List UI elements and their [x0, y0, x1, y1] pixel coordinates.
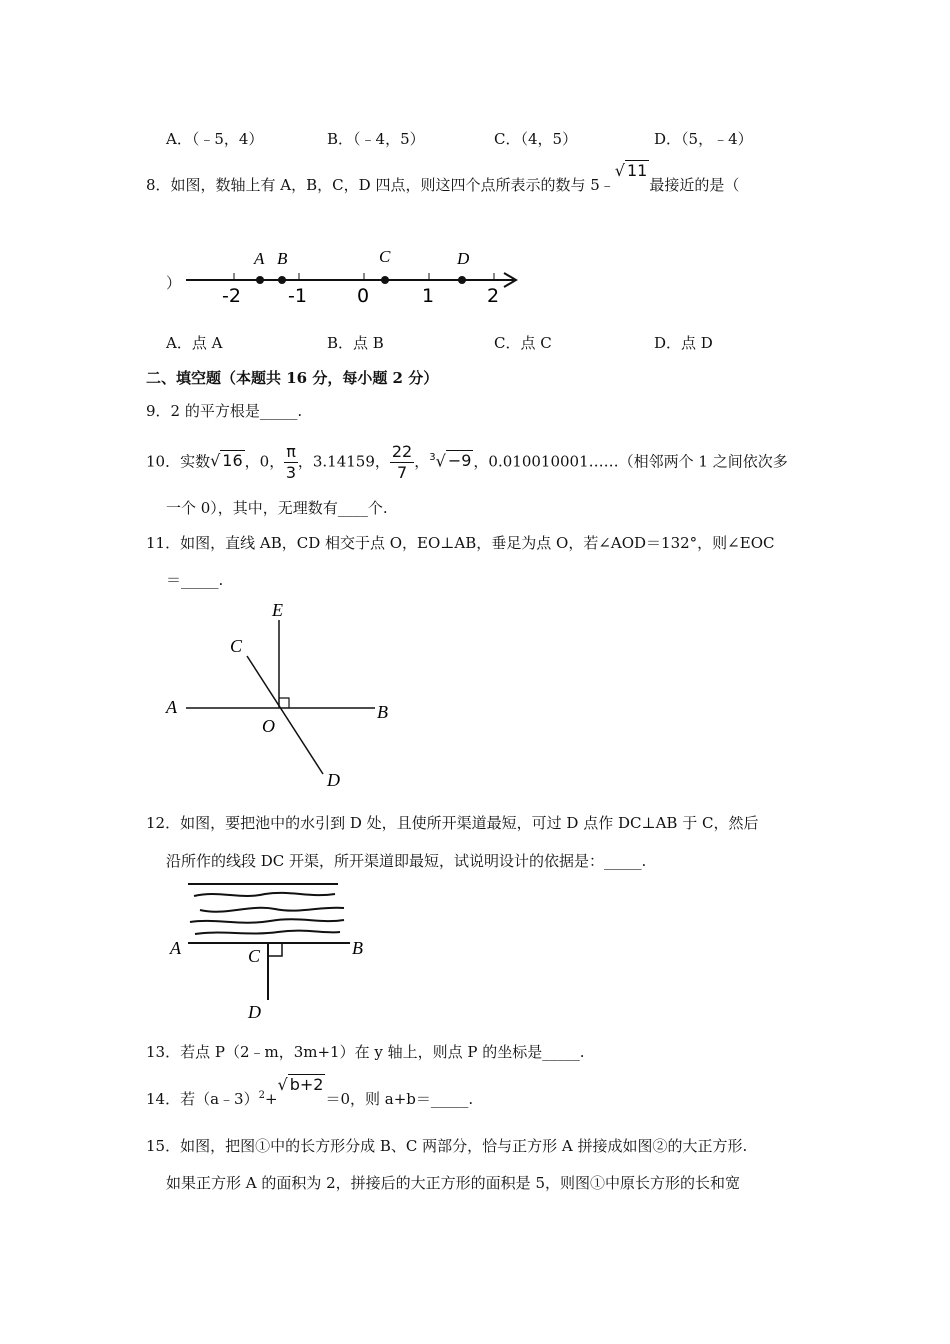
q12-figure: [160, 876, 380, 1026]
q8-close-paren: ）: [166, 274, 182, 292]
q10-sep2: ，3.14159，: [297, 452, 390, 471]
tick-label-1: 1: [422, 285, 435, 306]
q8-radicand: 11: [626, 161, 648, 180]
q8-option-b: B．点 B: [327, 334, 384, 352]
fig12-label-c: C: [248, 946, 261, 966]
q10-sep1: ，0，: [244, 452, 285, 471]
label-b: B: [377, 702, 388, 722]
q14-pre: 14．若（a﹣3）: [146, 1090, 259, 1108]
point-b-label: B: [277, 249, 288, 268]
tick-label-neg1: -1: [288, 285, 307, 306]
q7-option-d: D．（5，﹣4）: [654, 130, 753, 148]
q8-number-line: [180, 244, 525, 306]
q8-stem-pre: 8．如图，数轴上有 A，B，C，D 四点，则这四个点所表示的数与 5﹣: [146, 176, 615, 194]
q7-option-c: C．（4，5）: [494, 130, 578, 148]
q10-sep4: ，0.010010001……（相邻两个 1 之间依次多: [473, 452, 788, 471]
tick-label-0: 0: [357, 285, 370, 306]
q10-pre: 10．实数: [146, 452, 211, 471]
q8-stem-post: 最接近的是（: [649, 176, 740, 194]
q8-stem: [146, 161, 740, 195]
q10-sep3: ，: [414, 452, 430, 471]
point-b-dot: [278, 276, 286, 284]
q14-text: [146, 1075, 474, 1109]
point-d-dot: [458, 276, 466, 284]
sqrt-b-plus-2: √ b+2: [277, 1075, 324, 1094]
fig12-label-a: A: [170, 938, 181, 958]
q12-line1: 12．如图，要把池中的水引到 D 处，且使所开渠道最短，可过 D 点作 DC⊥AB 于 C，然后: [146, 814, 759, 832]
q11-figure: [160, 596, 400, 796]
frac-7-den: 7: [396, 462, 408, 482]
q14-radicand: b+2: [289, 1075, 324, 1094]
q13-text: 13．若点 P（2﹣m，3m+1）在 y 轴上，则点 P 的坐标是_____.: [146, 1043, 585, 1061]
q7-option-a: A．（﹣5，4）: [166, 130, 264, 148]
q10-line2: 一个 0），其中，无理数有____个.: [166, 499, 388, 517]
label-d: D: [327, 770, 340, 790]
q14-exponent: 2: [258, 1090, 265, 1101]
cbrt-neg9: $^3$√ −9: [429, 451, 472, 471]
label-a: A: [166, 697, 177, 717]
q11-line2: ＝_____.: [166, 571, 224, 589]
frac-22-7: [390, 442, 414, 483]
point-a-dot: [256, 276, 264, 284]
q11-line1: 11．如图，直线 AB，CD 相交于点 O，EO⊥AB，垂足为点 O，若∠AOD＝132°，则∠EOC: [146, 534, 775, 552]
tick-label-neg2: -2: [222, 285, 241, 306]
tick-label-2: 2: [487, 285, 500, 306]
label-o: O: [262, 716, 275, 736]
q14-post: ＝0，则 a+b＝_____.: [325, 1090, 474, 1108]
q10-line1: [146, 440, 788, 483]
point-a-label: A: [254, 249, 265, 268]
label-c: C: [230, 636, 243, 656]
frac-pi-num: π: [286, 441, 296, 461]
fig12-label-b: B: [352, 938, 363, 958]
q10-rad16: 16: [222, 451, 243, 471]
q14-plus: +: [264, 1090, 278, 1108]
q8-option-a: A．点 A: [166, 334, 223, 352]
q8-option-d: D．点 D: [654, 334, 713, 352]
frac-pi-3: [284, 442, 298, 483]
point-c-dot: [381, 276, 389, 284]
q10-rad-neg9: −9: [447, 451, 472, 471]
sqrt-11: √ 11: [614, 161, 648, 180]
label-e: E: [272, 600, 283, 620]
q15-line1: 15．如图，把图①中的长方形分成 B、C 两部分，恰与正方形 A 拼接成如图②的大正方形.: [146, 1137, 748, 1155]
q15-line2: 如果正方形 A 的面积为 2，拼接后的大正方形的面积是 5，则图①中原长方形的长和宽: [166, 1174, 740, 1192]
section-title: 二、填空题（本题共 16 分，每小题 2 分）: [146, 369, 439, 387]
point-c-label: C: [379, 247, 391, 266]
cube-index: 3: [429, 452, 436, 463]
frac-pi-den: 3: [285, 462, 297, 482]
sqrt-16: √ 16: [210, 451, 243, 471]
q12-line2: 沿所作的线段 DC 开渠，所开渠道即最短，试说明设计的依据是：_____.: [166, 852, 647, 870]
frac-22-num: 22: [391, 441, 413, 461]
point-d-label: D: [457, 249, 470, 268]
q9-text: 9．2 的平方根是_____.: [146, 402, 303, 420]
q8-option-c: C．点 C: [494, 334, 552, 352]
q7-option-b: B．（﹣4，5）: [327, 130, 425, 148]
fig12-label-d: D: [248, 1002, 261, 1022]
